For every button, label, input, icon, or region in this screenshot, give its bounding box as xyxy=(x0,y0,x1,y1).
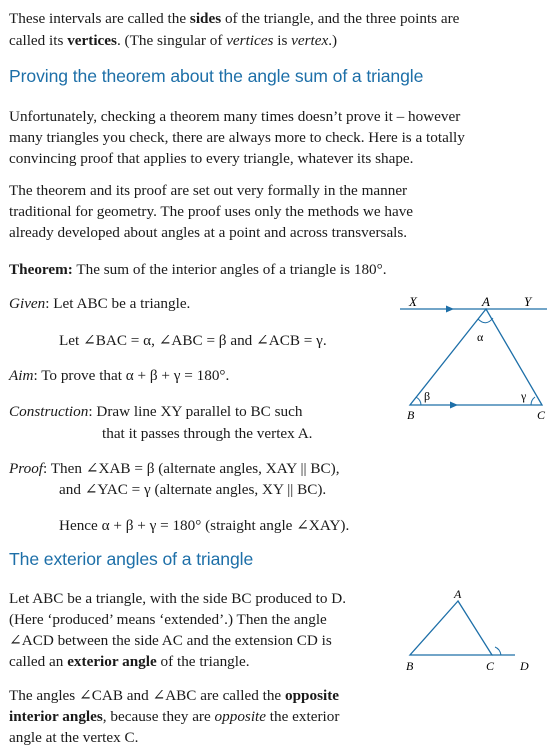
arrow-xy xyxy=(446,306,454,313)
angle-arc-beta xyxy=(416,397,421,405)
exterior-angle-figure xyxy=(400,586,540,676)
label-y: Y xyxy=(524,294,532,309)
text-line: called an exterior angle of the triangle. xyxy=(9,653,250,670)
intro-line-2: called its vertices. (The singular of vertices is vertex.) xyxy=(9,32,338,49)
angle-arc-gamma xyxy=(531,397,535,405)
text-line: The angles ∠CAB and ∠ABC are called the opposite xyxy=(9,687,339,704)
label-alpha: α xyxy=(477,330,484,344)
text-line: Let ABC be a triangle, with the side BC produced to D. xyxy=(9,590,347,607)
triangle-abc xyxy=(410,601,492,655)
proof-line-3: Hence α + β + γ = 180° (straight angle ∠XAY). xyxy=(59,517,350,534)
proof-line-1: Proof: Then ∠XAB = β (alternate angles, XAY || BC), xyxy=(9,460,340,477)
text-line: interior angles, because they are opposite the exterior xyxy=(9,708,340,725)
label-d: D xyxy=(520,659,529,673)
construction-line-1: Construction: Draw line XY parallel to BC such xyxy=(9,403,303,420)
text-line: ∠ACD between the side AC and the extension CD is xyxy=(9,632,332,649)
arrow-bc xyxy=(450,402,458,409)
label-beta: β xyxy=(424,389,431,403)
given-line-1: Given: Let ABC be a triangle. xyxy=(9,295,191,312)
proof-line-2: and ∠YAC = γ (alternate angles, XY || BC). xyxy=(59,481,327,498)
label-c: C xyxy=(537,408,546,422)
theorem-statement: Theorem: The sum of the interior angles of a triangle is 180°. xyxy=(9,261,387,278)
label-b: B xyxy=(407,408,415,422)
construction-line-2: that it passes through the vertex A. xyxy=(102,425,313,442)
intro-line-1: These intervals are called the sides of the triangle, and the three points are xyxy=(9,10,460,27)
text-line: already developed about angles at a point and across transversals. xyxy=(9,224,408,241)
aim-line: Aim: To prove that α + β + γ = 180°. xyxy=(9,367,230,384)
triangle-parallel-figure xyxy=(400,293,547,423)
section-heading-exterior-angles: The exterior angles of a triangle xyxy=(9,549,254,569)
text-line: The theorem and its proof are set out very formally in the manner xyxy=(9,182,408,199)
text-line: traditional for geometry. The proof uses only the methods we have xyxy=(9,203,414,220)
text-line: (Here ‘produced’ means ‘extended’.) Then the angle xyxy=(9,611,327,628)
given-line-2: Let ∠BAC = α, ∠ABC = β and ∠ACB = γ. xyxy=(59,332,327,349)
exterior-angle-arc xyxy=(495,647,501,655)
label-x: X xyxy=(409,294,417,309)
label-gamma: γ xyxy=(521,389,527,403)
label-a: A xyxy=(482,294,490,309)
text-line: convincing proof that applies to every triangle, whatever its shape. xyxy=(9,150,414,167)
label-b: B xyxy=(406,659,414,673)
text-line: many triangles you check, there are always more to check. Here is a totally xyxy=(9,129,465,146)
angle-arc-alpha xyxy=(478,318,493,323)
section-heading-angle-sum: Proving the theorem about the angle sum of a triangle xyxy=(9,66,424,86)
label-a: A xyxy=(454,587,462,601)
text-line: Unfortunately, checking a theorem many times doesn’t prove it – however xyxy=(9,108,461,125)
text-line: angle at the vertex C. xyxy=(9,729,139,746)
label-c: C xyxy=(486,659,495,673)
